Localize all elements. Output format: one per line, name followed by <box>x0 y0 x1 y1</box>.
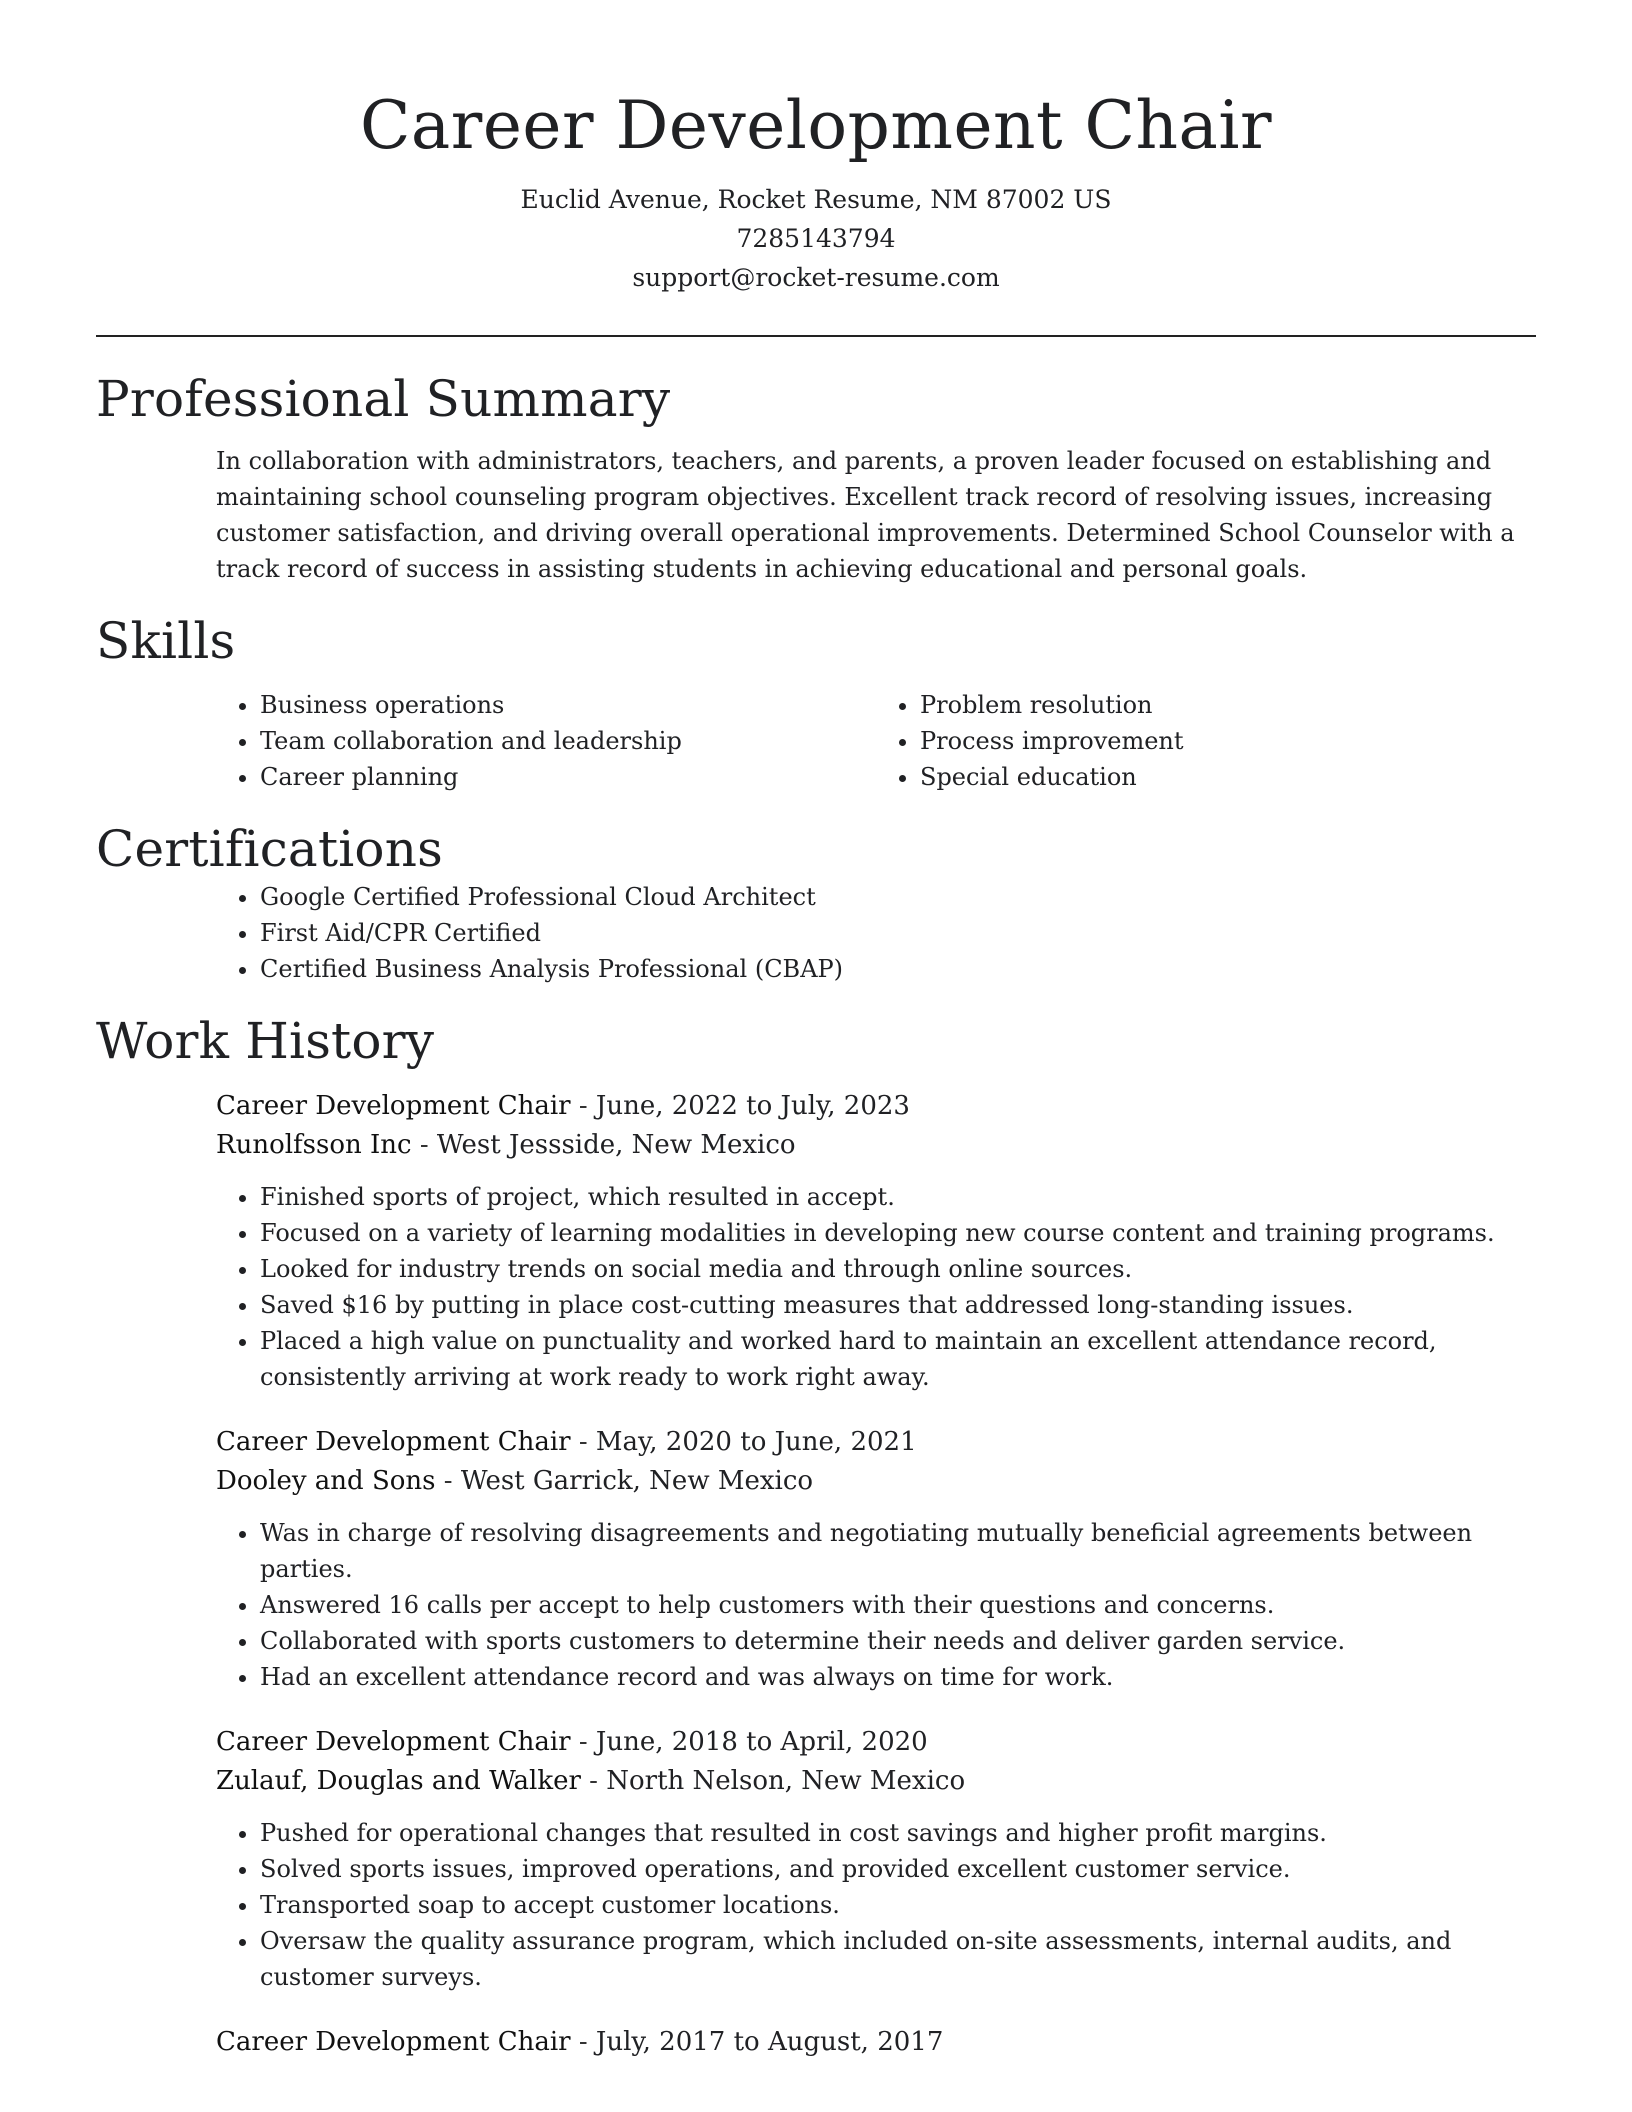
resume-header <box>96 0 1536 297</box>
job-company: Zulauf, Douglas and Walker <box>216 1766 581 1796</box>
certification-item: • Certified Business Analysis Professional (CBAP) <box>260 951 1536 987</box>
job-location: West Jessside, New Mexico <box>436 1130 796 1160</box>
job-company-line <box>216 1762 1536 1801</box>
job-entry <box>216 1723 1536 1995</box>
skills-section <box>96 611 1536 795</box>
job-bullet: • Focused on a variety of learning modalities in developing new course content and training programs. <box>260 1215 1536 1251</box>
separator: - <box>570 1727 596 1757</box>
job-bullets <box>216 1179 1536 1395</box>
job-company: Dooley and Sons <box>216 1466 436 1496</box>
job-bullet: • Placed a high value on punctuality and worked hard to maintain an excellent attendance record, consistently arriving at work ready to work right away. <box>260 1323 1536 1395</box>
skills-list-right <box>876 687 1536 795</box>
job-title-line <box>216 1423 1536 1462</box>
job-company-line <box>216 1126 1536 1165</box>
job-company-line <box>216 1462 1536 1501</box>
job-role: Career Development Chair <box>216 1091 571 1121</box>
job-entry <box>216 2023 1536 2062</box>
job-role: Career Development Chair <box>216 1727 571 1757</box>
job-bullet: • Solved sports issues, improved operations, and provided excellent customer service. <box>260 1851 1536 1887</box>
certifications-section <box>96 819 1536 987</box>
header-divider <box>96 335 1536 337</box>
separator: - <box>570 2027 596 2057</box>
phone: 7285143794 <box>736 224 896 253</box>
skill-item: • Career planning <box>260 759 876 795</box>
section-title-summary: Professional Summary <box>96 370 671 428</box>
email: support@rocket-resume.com <box>632 263 1000 292</box>
skill-item: • Process improvement <box>920 723 1536 759</box>
separator: - <box>570 1427 596 1457</box>
address: Euclid Avenue, Rocket Resume, NM 87002 US <box>520 185 1112 214</box>
separator: - <box>435 1466 461 1496</box>
resume-page <box>96 0 1536 2062</box>
separator: - <box>580 1766 607 1796</box>
skills-grid <box>216 687 1536 795</box>
job-company: Runolfsson Inc <box>216 1130 412 1160</box>
job-bullet: • Had an excellent attendance record and was always on time for work. <box>260 1659 1536 1695</box>
separator: - <box>411 1130 437 1160</box>
job-entry <box>216 1423 1536 1695</box>
job-bullet: • Looked for industry trends on social media and through online sources. <box>260 1251 1536 1287</box>
skill-item: • Team collaboration and leadership <box>260 723 876 759</box>
section-title-work-history: Work History <box>96 1012 435 1070</box>
job-bullet: • Finished sports of project, which resulted in accept. <box>260 1179 1536 1215</box>
job-role: Career Development Chair <box>216 1427 571 1457</box>
job-location: West Garrick, New Mexico <box>460 1466 814 1496</box>
skill-item: • Problem resolution <box>920 687 1536 723</box>
skills-list-left <box>216 687 876 795</box>
job-bullet: • Oversaw the quality assurance program, which included on-site assessments, internal audits, and customer surveys. <box>260 1923 1536 1995</box>
job-bullet: • Pushed for operational changes that resulted in cost savings and higher profit margins. <box>260 1815 1536 1851</box>
job-dates: June, 2018 to April, 2020 <box>595 1727 928 1757</box>
job-title-line <box>216 1087 1536 1126</box>
job-entry <box>216 1087 1536 1395</box>
summary-section <box>96 369 1536 587</box>
certification-item: • Google Certified Professional Cloud Architect <box>260 879 1536 915</box>
separator: - <box>570 1091 596 1121</box>
job-dates: May, 2020 to June, 2021 <box>595 1427 917 1457</box>
summary-text: In collaboration with administrators, teachers, and parents, a proven leader focused on establishing and maintaining school counseling program objectives. Excellent track record of resolving issues, increasing customer satisfaction, and driving overall operational improvements. Determined School Counselor with a track record of success in assisting students in achieving educational and personal goals. <box>216 447 1515 583</box>
job-bullet: • Collaborated with sports customers to determine their needs and deliver garden service. <box>260 1623 1536 1659</box>
job-bullet: • Answered 16 calls per accept to help customers with their questions and concerns. <box>260 1587 1536 1623</box>
job-bullets <box>216 1815 1536 1995</box>
job-dates: July, 2017 to August, 2017 <box>595 2027 944 2057</box>
certification-item: • First Aid/CPR Certified <box>260 915 1536 951</box>
job-title-line <box>216 2023 1536 2062</box>
skill-item: • Special education <box>920 759 1536 795</box>
job-location: North Nelson, New Mexico <box>606 1766 966 1796</box>
job-title-line <box>216 1723 1536 1762</box>
job-bullets <box>216 1515 1536 1695</box>
job-dates: June, 2022 to July, 2023 <box>595 1091 910 1121</box>
candidate-name: Career Development Chair <box>359 87 1273 164</box>
job-bullet: • Was in charge of resolving disagreements and negotiating mutually beneficial agreements between parties. <box>260 1515 1536 1587</box>
section-title-certifications: Certifications <box>96 820 443 878</box>
skill-item: • Business operations <box>260 687 876 723</box>
job-bullet: • Saved $16 by putting in place cost-cutting measures that addressed long-standing issues. <box>260 1287 1536 1323</box>
work-history-section <box>96 1011 1536 2062</box>
job-role: Career Development Chair <box>216 2027 571 2057</box>
section-title-skills: Skills <box>96 612 236 670</box>
job-bullet: • Transported soap to accept customer locations. <box>260 1887 1536 1923</box>
certifications-list <box>216 879 1536 987</box>
